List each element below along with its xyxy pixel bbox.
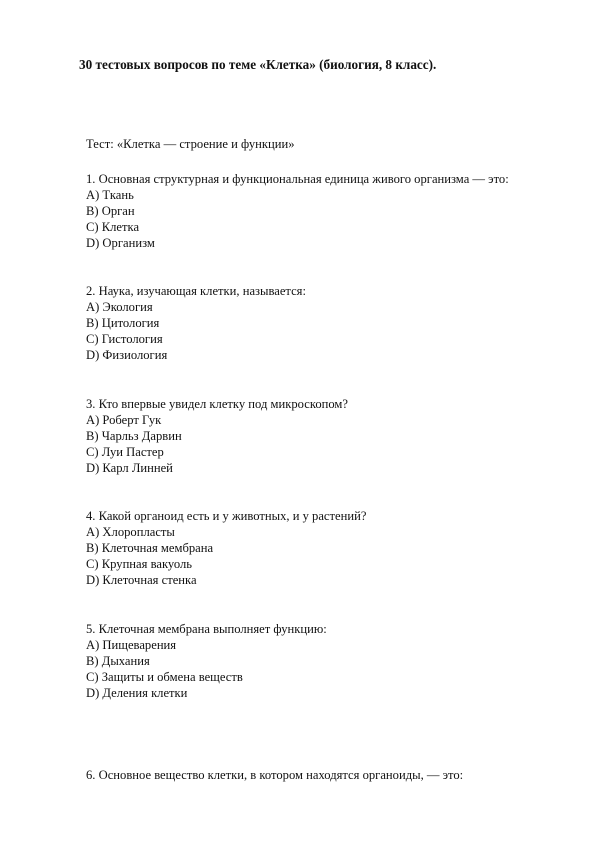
answer-option: C) Защиты и обмена веществ xyxy=(86,670,243,684)
test-title: Тест: «Клетка — строение и функции» xyxy=(86,137,295,151)
answer-option: B) Орган xyxy=(86,204,135,218)
question-text: 5. Клеточная мембрана выполняет функцию: xyxy=(86,622,327,636)
question-5 xyxy=(86,621,327,701)
answer-option: B) Клеточная мембрана xyxy=(86,541,214,555)
answer-option: A) Роберт Гук xyxy=(86,413,162,427)
question-1 xyxy=(86,171,509,251)
answer-option: C) Клетка xyxy=(86,220,140,234)
answer-option: D) Деления клетки xyxy=(86,686,188,700)
question-6 xyxy=(86,767,463,783)
answer-option: A) Ткань xyxy=(86,188,134,202)
question-text: 3. Кто впервые увидел клетку под микроскопом? xyxy=(86,397,348,411)
document-title: 30 тестовых вопросов по теме «Клетка» (биология, 8 класс). xyxy=(79,57,437,72)
answer-option: D) Физиология xyxy=(86,348,168,362)
question-4 xyxy=(86,508,366,588)
answer-option: C) Луи Пастер xyxy=(86,445,164,459)
question-3 xyxy=(86,396,348,476)
answer-option: D) Организм xyxy=(86,236,155,250)
answer-option: D) Клеточная стенка xyxy=(86,573,197,587)
answer-option: A) Экология xyxy=(86,300,153,314)
answer-option: C) Гистология xyxy=(86,332,163,346)
answer-option: A) Пищеварения xyxy=(86,638,177,652)
answer-option: B) Чарльз Дарвин xyxy=(86,429,182,443)
answer-option: C) Крупная вакуоль xyxy=(86,557,193,571)
question-text: 2. Наука, изучающая клетки, называется: xyxy=(86,284,306,298)
answer-option: A) Хлоропласты xyxy=(86,525,175,539)
answer-option: B) Цитология xyxy=(86,316,160,330)
question-text: 4. Какой органоид есть и у животных, и у растений? xyxy=(86,509,367,523)
question-2 xyxy=(86,283,306,363)
answer-option: D) Карл Линней xyxy=(86,461,173,475)
answer-option: B) Дыхания xyxy=(86,654,150,668)
question-text: 1. Основная структурная и функциональная единица живого организма — это: xyxy=(86,172,509,186)
question-text: 6. Основное вещество клетки, в котором находятся органоиды, — это: xyxy=(86,768,464,782)
